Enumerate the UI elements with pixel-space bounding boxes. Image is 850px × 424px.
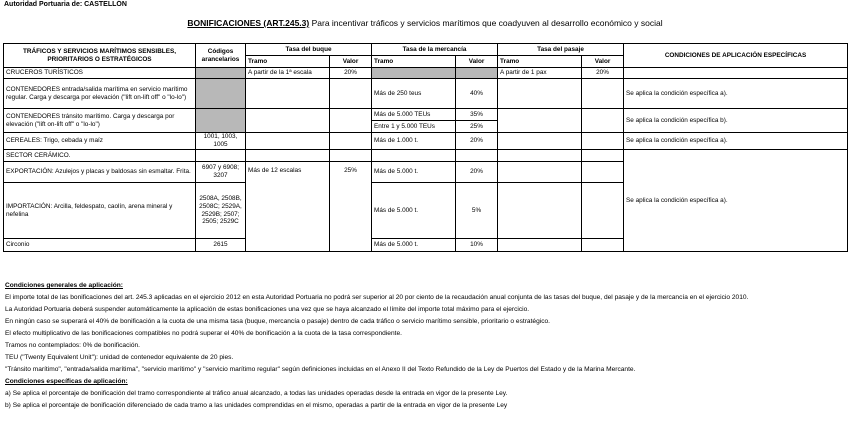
- subheader-mercancia-tramo: Tramo: [372, 56, 456, 68]
- cont-tran-name: CONTENEDORES tránsito marítimo. Carga y descarga por elevación ("lift on-lift off" o "lo-lo"): [4, 109, 196, 133]
- cont-tran-mercancia-valor-2: 25%: [456, 121, 498, 133]
- row-cruceros: [4, 68, 848, 79]
- cont-tran-pasaje-valor: [582, 109, 624, 133]
- general-condition-4: El efecto multiplicativo de las bonificaciones compatibles no podrá superar el 40% de bonificación a la cuota de la tasa correspondiente.: [5, 330, 402, 337]
- exportacion-pasaje-valor: [582, 162, 624, 183]
- exportacion-name: EXPORTACIÓN: Azulejos y placas y baldosas sin esmaltar. Frita.: [4, 162, 196, 183]
- circonio-mercancia-valor: 10%: [456, 239, 498, 252]
- document-title: [0, 18, 850, 28]
- header-codes: Códigos arancelarios: [196, 44, 246, 68]
- circonio-pasaje-tramo: [498, 239, 582, 252]
- title-rest: Para incentivar tráficos y servicios marítimos que coadyuven al desarrollo económico y social: [309, 18, 663, 28]
- cruceros-mercancia-valor: [456, 68, 498, 79]
- ceramico-conditions: Se aplica la condición específica a).: [624, 150, 848, 252]
- title-main: BONIFICACIONES (ART.245.3): [187, 18, 310, 28]
- cont-reg-conditions: Se aplica la condición específica a).: [624, 79, 848, 109]
- subheader-pasaje-tramo: Tramo: [498, 56, 582, 68]
- cruceros-mercancia-tramo: [372, 68, 456, 79]
- ceramico-mercancia-valor: [456, 150, 498, 162]
- importacion-pasaje-valor: [582, 183, 624, 239]
- row-cereales: [4, 133, 848, 150]
- ceramico-pasaje-tramo: [498, 150, 582, 162]
- cont-tran-pasaje-tramo: [498, 109, 582, 133]
- cont-tran-codes: [196, 109, 246, 133]
- header-traffic: TRÁFICOS Y SERVICIOS MARÍTIMOS SENSIBLES, PRIORITARIOS O ESTRATÉGICOS: [4, 44, 196, 68]
- importacion-name: IMPORTACIÓN: Arcilla, feldespato, caolín, arena mineral y nefelina: [4, 183, 196, 239]
- general-condition-5: Tramos no contemplados: 0% de bonificación.: [5, 342, 141, 349]
- importacion-mercancia-valor: 5%: [456, 183, 498, 239]
- cereales-codes: 1001, 1003, 1005: [196, 133, 246, 150]
- row-contenedores-regular: [4, 79, 848, 109]
- cont-tran-conditions: Se aplica la condición específica b).: [624, 109, 848, 133]
- cont-reg-buque-valor: [330, 79, 372, 109]
- exportacion-pasaje-tramo: [498, 162, 582, 183]
- general-condition-2: La Autoridad Portuaria deberá suspender automáticamente la aplicación de estas bonificaciones una vez que se haya alcanzado el límite del importe total máximo para el ejercicio.: [5, 306, 530, 313]
- cereales-pasaje-valor: [582, 133, 624, 150]
- exportacion-buque-tramo: Más de 12 escalas: [246, 162, 330, 252]
- cereales-conditions: Se aplica la condición específica a).: [624, 133, 848, 150]
- circonio-pasaje-valor: [582, 239, 624, 252]
- ceramico-name: SECTOR CERÁMICO.: [4, 150, 196, 162]
- header-tasa-buque: Tasa del buque: [246, 44, 372, 56]
- general-condition-7: "Tránsito marítimo", "entrada/salida marítima", "servicio marítimo" y "servicio marítimo regular" según definiciones incluidas en el Anexo II del Texto Refundido de la Ley de Puertos del Estado y de la Marina Mercante.: [5, 366, 636, 373]
- cereales-mercancia-valor: 20%: [456, 133, 498, 150]
- general-conditions-heading: Condiciones generales de aplicación:: [5, 282, 123, 289]
- exportacion-mercancia-valor: 20%: [456, 162, 498, 183]
- subheader-buque-valor: Valor: [330, 56, 372, 68]
- cont-tran-buque-valor: [330, 109, 372, 133]
- cont-reg-codes: [196, 79, 246, 109]
- row-sector-ceramico: [4, 150, 848, 162]
- header-tasa-mercancia: Tasa de la mercancía: [372, 44, 498, 56]
- specific-condition-a: a) Se aplica el porcentaje de bonificación del tramo correspondiente al tráfico anual alcanzado, a todas las unidades operadas desde la entrada en vigor de la presente Ley.: [5, 390, 508, 397]
- ceramico-buque-valor: [330, 150, 372, 162]
- header-tasa-pasaje: Tasa del pasaje: [498, 44, 624, 56]
- cont-reg-pasaje-tramo: [498, 79, 582, 109]
- bonificaciones-table: [3, 43, 848, 252]
- cruceros-conditions: [624, 68, 848, 79]
- specific-condition-b: b) Se aplica el porcentaje de bonificación diferenciado de cada tramo a las unidades comprendidas en el mismo, operadas a partir de la entrada en vigor de la presente Ley: [5, 402, 508, 409]
- ceramico-codes: [196, 150, 246, 162]
- cruceros-codes: [196, 68, 246, 79]
- subheader-mercancia-valor: Valor: [456, 56, 498, 68]
- cereales-mercancia-tramo: Más de 1.000 t.: [372, 133, 456, 150]
- cont-tran-buque-tramo: [246, 109, 330, 133]
- cruceros-pasaje-tramo: A partir de 1 pax: [498, 68, 582, 79]
- port-authority-header: Autoridad Portuaria de: CASTELLÓN: [4, 1, 127, 8]
- ceramico-mercancia-tramo: [372, 150, 456, 162]
- subheader-pasaje-valor: Valor: [582, 56, 624, 68]
- circonio-mercancia-tramo: Más de 5.000 t.: [372, 239, 456, 252]
- exportacion-codes: 6907 y 6908; 3207: [196, 162, 246, 183]
- general-condition-6: TEU ("Twenty Equivalent Unit"): unidad de contenedor equivalente de 20 pies.: [5, 354, 234, 361]
- general-condition-3: En ningún caso se superará el 40% de bonificación a la cuota de una misma tasa (buque, mercancía o pasaje) dentro de cada tráfico o servicio marítimo sensible, prioritario o estratégico.: [5, 318, 551, 325]
- ceramico-buque-tramo: [246, 150, 330, 162]
- exportacion-mercancia-tramo: Más de 5.000 t.: [372, 162, 456, 183]
- header-conditions: CONDICIONES DE APLICACIÓN ESPECÍFICAS: [624, 44, 848, 68]
- cont-tran-mercancia-tramo-2: Entre 1 y 5.000 TEUs: [372, 121, 456, 133]
- subheader-buque-tramo: Tramo: [246, 56, 330, 68]
- importacion-pasaje-tramo: [498, 183, 582, 239]
- exportacion-buque-valor: 25%: [330, 162, 372, 252]
- cereales-buque-tramo: [246, 133, 330, 150]
- importacion-codes: 2508A, 2508B, 2508C; 2529A, 2529B; 2507; 2505; 2529C: [196, 183, 246, 239]
- cruceros-buque-tramo: A partir de la 1ª escala: [246, 68, 330, 79]
- circonio-name: Circonio: [4, 239, 196, 252]
- notes-section: [5, 282, 847, 414]
- cereales-pasaje-tramo: [498, 133, 582, 150]
- general-condition-1: El importe total de las bonificaciones del art. 245.3 aplicadas en el ejercicio 2012 en esta Autoridad Portuaria no podrá ser superior al 20 por ciento de la recaudación anual conjunta de las tasas del buque, del pasaje y de la mercancía en el ejercicio 2010.: [5, 294, 749, 301]
- cont-reg-buque-tramo: [246, 79, 330, 109]
- cont-tran-mercancia-tramo-1: Más de 5.000 TEUs: [372, 109, 456, 121]
- cont-reg-mercancia-valor: 40%: [456, 79, 498, 109]
- ceramico-pasaje-valor: [582, 150, 624, 162]
- cont-reg-mercancia-tramo: Más de 250 teus: [372, 79, 456, 109]
- cruceros-name: CRUCEROS TURÍSTICOS: [4, 68, 196, 79]
- cruceros-buque-valor: 20%: [330, 68, 372, 79]
- cereales-buque-valor: [330, 133, 372, 150]
- cont-reg-name: CONTENEDORES entrada/salida marítima en servicio marítimo regular. Carga y descarga por elevación ("lift on-lift off" o "lo-lo"): [4, 79, 196, 109]
- specific-conditions-heading: Condiciones específicas de aplicación:: [5, 378, 128, 385]
- cruceros-pasaje-valor: 20%: [582, 68, 624, 79]
- cont-tran-mercancia-valor-1: 35%: [456, 109, 498, 121]
- cont-reg-pasaje-valor: [582, 79, 624, 109]
- row-contenedores-transito: [4, 109, 848, 121]
- importacion-mercancia-tramo: Más de 5.000 t.: [372, 183, 456, 239]
- cereales-name: CEREALES: Trigo, cebada y maíz: [4, 133, 196, 150]
- circonio-codes: 2615: [196, 239, 246, 252]
